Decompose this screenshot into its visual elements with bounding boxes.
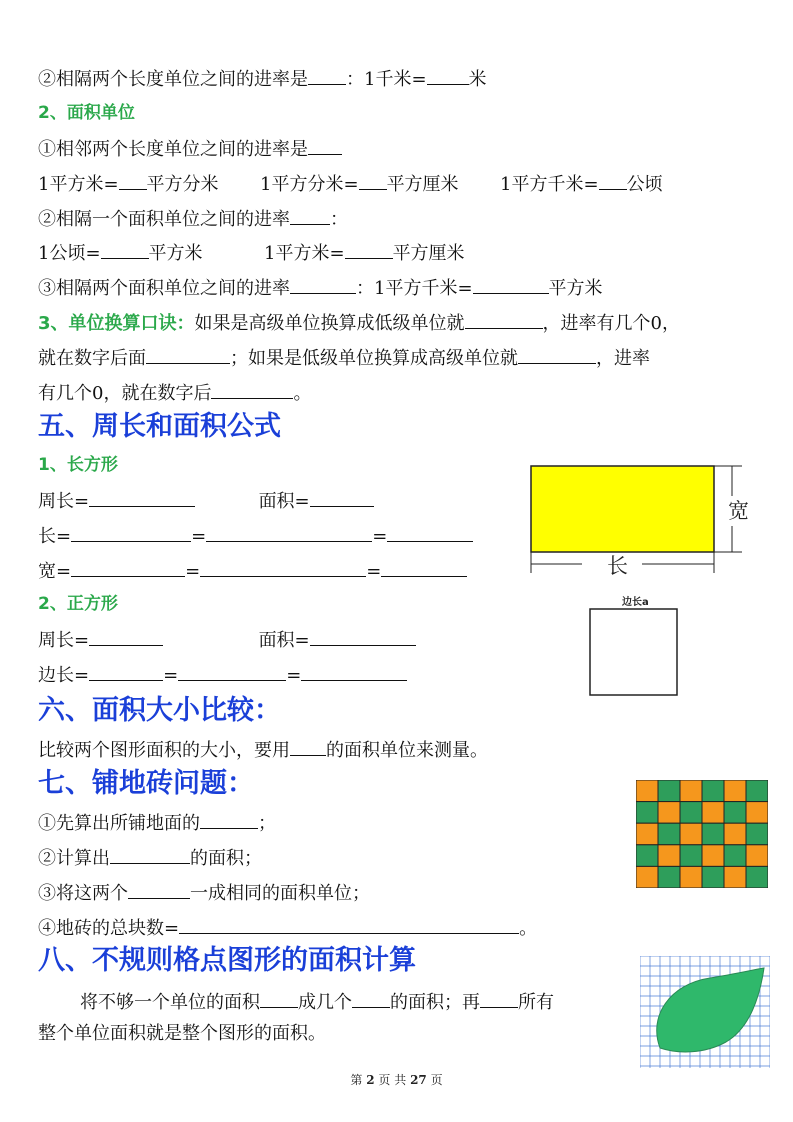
floor-tile bbox=[658, 866, 680, 888]
tile-pattern-figure bbox=[636, 780, 768, 888]
floor-tile bbox=[680, 780, 702, 802]
grid-leaf-figure bbox=[640, 956, 770, 1068]
square-side-line: 边长= = = bbox=[38, 662, 407, 688]
square-shape bbox=[590, 609, 677, 695]
blank[interactable] bbox=[465, 310, 543, 329]
line-area-rate-2: ②相隔一个面积单位之间的进率 ： bbox=[38, 206, 348, 232]
blank[interactable] bbox=[427, 66, 469, 85]
rect-length-line: 长= = = bbox=[38, 523, 473, 549]
blank[interactable] bbox=[301, 662, 407, 681]
yellow-rectangle bbox=[531, 466, 714, 552]
blank[interactable] bbox=[119, 171, 147, 190]
blank[interactable] bbox=[89, 662, 163, 681]
floor-tile bbox=[702, 866, 724, 888]
line-rule-3: 有几个0，就在数字后 。 bbox=[38, 380, 311, 406]
line-rule-2: 就在数字后面 ；如果是低级单位换算成高级单位就 ，进率 bbox=[38, 345, 650, 371]
section7-title: 七、铺地砖问题： bbox=[38, 768, 254, 799]
floor-tile bbox=[702, 780, 724, 802]
rect-perimeter-area-line: 周长= 面积= bbox=[38, 488, 374, 514]
blank[interactable] bbox=[206, 523, 372, 542]
floor-tile bbox=[746, 866, 768, 888]
square-perimeter-area-line: 周长= 面积= bbox=[38, 627, 416, 653]
floor-tile bbox=[680, 802, 702, 824]
floor-tile bbox=[724, 823, 746, 845]
blank[interactable] bbox=[345, 240, 393, 259]
floor-tile bbox=[680, 823, 702, 845]
blank[interactable] bbox=[211, 380, 293, 399]
blank[interactable] bbox=[473, 275, 549, 294]
rectangle-heading: 1、长方形 bbox=[38, 455, 118, 475]
blank[interactable] bbox=[308, 66, 346, 85]
tile-step-2: ②计算出 的面积； bbox=[38, 845, 262, 871]
side-a-label: 边长a bbox=[622, 597, 649, 608]
blank[interactable] bbox=[179, 915, 519, 934]
blank[interactable] bbox=[178, 662, 286, 681]
floor-tile bbox=[724, 780, 746, 802]
floor-tile bbox=[746, 823, 768, 845]
line-rule-1: 3、单位换算口诀：如果是高级单位换算成低级单位就 ，进率有几个0， bbox=[38, 310, 680, 336]
floor-tile bbox=[724, 866, 746, 888]
irregular-area-line-1: 将不够一个单位的面积 成几个 的面积；再 所有 bbox=[80, 989, 554, 1015]
line-area-conversions: 1平方米= 平方分米 1平方分米= 平方厘米 1平方千米= 公顷 bbox=[38, 171, 663, 197]
floor-tile bbox=[636, 845, 658, 867]
blank[interactable] bbox=[71, 558, 185, 577]
irregular-area-line-2: 整个单位面积就是整个图形的面积。 bbox=[38, 1023, 326, 1044]
blank[interactable] bbox=[381, 558, 467, 577]
section6-title: 六、面积大小比较： bbox=[38, 695, 281, 726]
floor-tile bbox=[680, 866, 702, 888]
floor-tile bbox=[680, 845, 702, 867]
tile-step-4: ④地砖的总块数= 。 bbox=[38, 915, 537, 941]
area-unit-heading: 2、面积单位 bbox=[38, 103, 135, 123]
floor-tile bbox=[658, 823, 680, 845]
floor-tile bbox=[724, 802, 746, 824]
blank[interactable] bbox=[310, 627, 416, 646]
blank[interactable] bbox=[352, 989, 390, 1008]
blank[interactable] bbox=[308, 136, 342, 155]
floor-tile bbox=[702, 823, 724, 845]
blank[interactable] bbox=[310, 488, 374, 507]
blank[interactable] bbox=[260, 989, 298, 1008]
width-label: 宽 bbox=[728, 499, 749, 523]
blank[interactable] bbox=[71, 523, 191, 542]
blank[interactable] bbox=[290, 206, 330, 225]
blank[interactable] bbox=[359, 171, 387, 190]
blank[interactable] bbox=[290, 737, 326, 756]
page-footer: 第 2 页 共 27 页 bbox=[350, 1073, 443, 1087]
rect-width-line: 宽= = = bbox=[38, 558, 467, 584]
square-heading: 2、正方形 bbox=[38, 594, 118, 614]
floor-tile bbox=[636, 823, 658, 845]
floor-tile bbox=[636, 802, 658, 824]
blank[interactable] bbox=[480, 989, 518, 1008]
blank[interactable] bbox=[89, 627, 163, 646]
floor-tile bbox=[746, 780, 768, 802]
floor-tile bbox=[702, 845, 724, 867]
floor-tile bbox=[658, 780, 680, 802]
blank[interactable] bbox=[599, 171, 627, 190]
blank[interactable] bbox=[200, 810, 258, 829]
blank[interactable] bbox=[89, 488, 195, 507]
blank[interactable] bbox=[290, 275, 356, 294]
floor-tile bbox=[658, 802, 680, 824]
floor-tile bbox=[724, 845, 746, 867]
compare-area-line: 比较两个图形面积的大小，要用 的面积单位来测量。 bbox=[38, 737, 488, 763]
blank[interactable] bbox=[200, 558, 366, 577]
blank[interactable] bbox=[518, 345, 596, 364]
leaf-shape bbox=[657, 968, 764, 1052]
line-area-rate-3: ③相隔两个面积单位之间的进率 ：1平方千米= 平方米 bbox=[38, 275, 603, 301]
section8-title: 八、不规则格点图形的面积计算 bbox=[38, 945, 416, 976]
tile-step-1: ①先算出所铺地面的 ； bbox=[38, 810, 276, 836]
length-label: 长 bbox=[607, 554, 628, 578]
floor-tile bbox=[746, 802, 768, 824]
blank[interactable] bbox=[146, 345, 230, 364]
floor-tile bbox=[636, 780, 658, 802]
line-area-rate-1: ①相邻两个长度单位之间的进率是 bbox=[38, 136, 342, 162]
blank[interactable] bbox=[110, 845, 190, 864]
blank[interactable] bbox=[128, 880, 190, 899]
blank[interactable] bbox=[387, 523, 473, 542]
blank[interactable] bbox=[101, 240, 149, 259]
square-figure bbox=[585, 592, 685, 702]
floor-tile bbox=[746, 845, 768, 867]
line-hectare: 1公顷= 平方米 1平方米= 平方厘米 bbox=[38, 240, 465, 266]
section5-title: 五、周长和面积公式 bbox=[38, 411, 281, 442]
tile-step-3: ③将这两个 一成相同的面积单位； bbox=[38, 880, 370, 906]
rectangle-figure bbox=[520, 458, 750, 578]
floor-tile bbox=[636, 866, 658, 888]
floor-tile bbox=[702, 802, 724, 824]
floor-tile bbox=[658, 845, 680, 867]
line-length-rate-2: ②相隔两个长度单位之间的进率是 ：1千米= 米 bbox=[38, 66, 487, 92]
